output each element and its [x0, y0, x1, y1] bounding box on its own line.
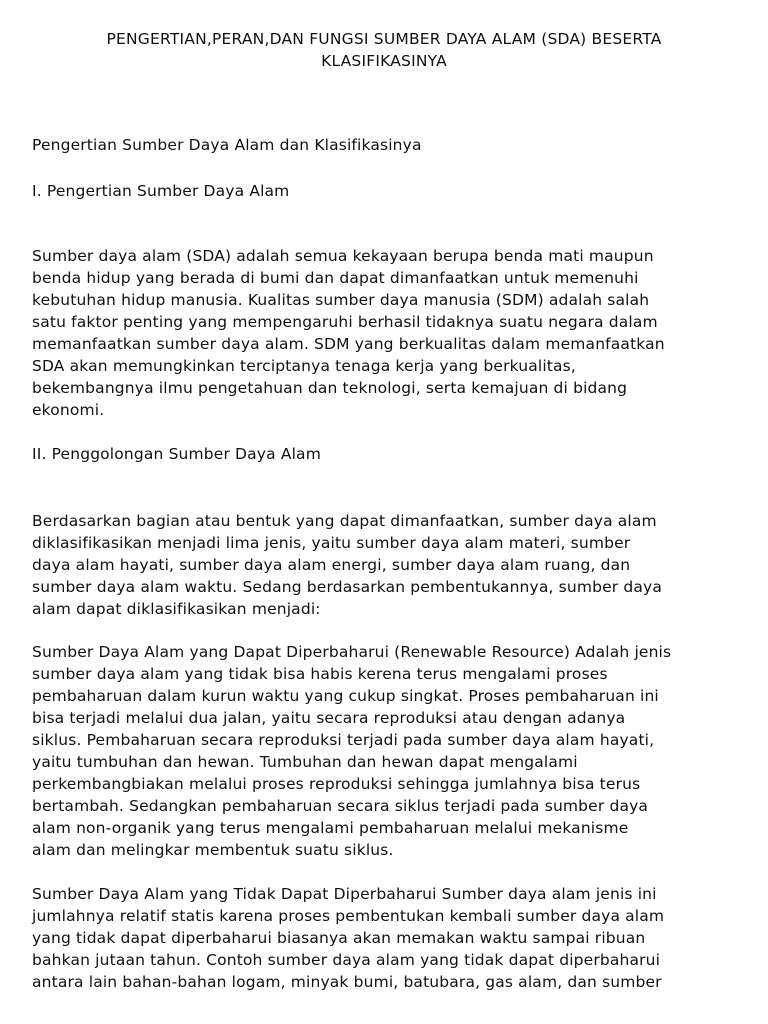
section2-paragraph-3 — [32, 883, 744, 993]
text-line: yaitu tumbuhan dan hewan. Tumbuhan dan hewan dapat mengalami — [32, 753, 578, 771]
title-line: KLASIFIKASINYA — [321, 52, 447, 70]
text-line: SDA akan memungkinkan terciptanya tenaga kerja yang berkualitas, — [32, 357, 576, 375]
text-line: alam dan melingkar membentuk suatu siklus. — [32, 841, 394, 859]
text-line: perkembangbiakan melalui proses reproduksi sehingga jumlahnya bisa terus — [32, 775, 641, 793]
text-line: bahkan jutaan tahun. Contoh sumber daya alam yang tidak dapat diperbaharui — [32, 951, 661, 969]
document-title — [40, 28, 728, 72]
section1-paragraph — [32, 245, 744, 421]
main-heading: Pengertian Sumber Daya Alam dan Klasifikasinya — [32, 136, 422, 154]
section2-paragraph-2 — [32, 641, 744, 861]
text-line: siklus. Pembaharuan secara reproduksi terjadi pada sumber daya alam hayati, — [32, 731, 655, 749]
text-line: yang tidak dapat diperbaharui biasanya akan memakan waktu sampai ribuan — [32, 929, 646, 947]
text-line: Sumber Daya Alam yang Tidak Dapat Diperbaharui Sumber daya alam jenis ini — [32, 885, 657, 903]
text-line: pembaharuan dalam kurun waktu yang cukup singkat. Proses pembaharuan ini — [32, 687, 659, 705]
text-line: alam dapat diklasifikasikan menjadi: — [32, 600, 321, 618]
text-line: ekonomi. — [32, 401, 105, 419]
text-line: sumber daya alam yang tidak bisa habis kerena terus mengalami proses — [32, 665, 608, 683]
text-line: benda hidup yang berada di bumi dan dapat dimanfaatkan untuk memenuhi — [32, 269, 639, 287]
text-line: kebutuhan hidup manusia. Kualitas sumber daya manusia (SDM) adalah salah — [32, 291, 650, 309]
text-line: memanfaatkan sumber daya alam. SDM yang berkualitas dalam memanfaatkan — [32, 335, 665, 353]
text-line: jumlahnya relatif statis karena proses pembentukan kembali sumber daya alam — [32, 907, 665, 925]
text-line: alam non-organik yang terus mengalami pembaharuan melalui mekanisme — [32, 819, 629, 837]
text-line: diklasifikasikan menjadi lima jenis, yaitu sumber daya alam materi, sumber — [32, 534, 631, 552]
section2-paragraph-1 — [32, 510, 744, 620]
text-line: satu faktor penting yang mempengaruhi berhasil tidaknya suatu negara dalam — [32, 313, 658, 331]
text-line: bertambah. Sedangkan pembaharuan secara siklus terjadi pada sumber daya — [32, 797, 649, 815]
title-line: PENGERTIAN,PERAN,DAN FUNGSI SUMBER DAYA ALAM (SDA) BESERTA — [106, 30, 662, 48]
text-line: antara lain bahan-bahan logam, minyak bumi, batubara, gas alam, dan sumber — [32, 973, 662, 991]
text-line: Berdasarkan bagian atau bentuk yang dapat dimanfaatkan, sumber daya alam — [32, 512, 657, 530]
text-line: Sumber Daya Alam yang Dapat Diperbaharui (Renewable Resource) Adalah jenis — [32, 643, 672, 661]
section1-heading: I. Pengertian Sumber Daya Alam — [32, 182, 290, 200]
text-line: sumber daya alam waktu. Sedang berdasarkan pembentukannya, sumber daya — [32, 578, 662, 596]
text-line: bekembangnya ilmu pengetahuan dan teknologi, serta kemajuan di bidang — [32, 379, 628, 397]
text-line: Sumber daya alam (SDA) adalah semua kekayaan berupa benda mati maupun — [32, 247, 654, 265]
text-line: daya alam hayati, sumber daya alam energi, sumber daya alam ruang, dan — [32, 556, 631, 574]
section2-heading: II. Penggolongan Sumber Daya Alam — [32, 445, 321, 463]
text-line: bisa terjadi melalui dua jalan, yaitu secara reproduksi atau dengan adanya — [32, 709, 626, 727]
